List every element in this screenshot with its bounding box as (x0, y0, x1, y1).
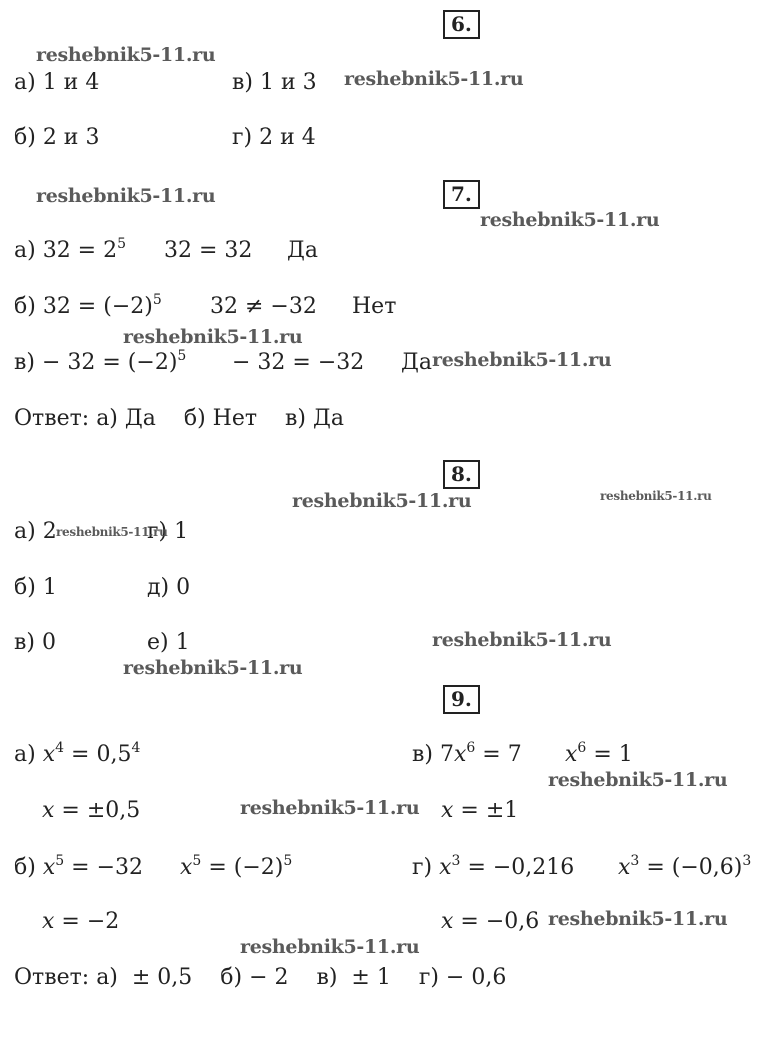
task-8-number: 8. (443, 460, 480, 489)
watermark: reshebnik5-11.ru (480, 209, 660, 231)
watermark: reshebnik5-11.ru (292, 490, 472, 512)
task-7-line-v: $в) - 32 = (-2)^5$ (14, 348, 187, 375)
task-7-line-a-answer: Да (287, 238, 319, 263)
task-7-line-b-check: 32 ≠ −32 (210, 294, 317, 319)
watermark: reshebnik5-11.ru (432, 349, 612, 371)
watermark: reshebnik5-11.ru (36, 44, 216, 66)
watermark: reshebnik5-11.ru (548, 908, 728, 930)
task-9-eq-a: а) $x^4 = 0,5^4$ (14, 740, 141, 767)
task-9-sol-b: x = −2 (42, 909, 120, 934)
task-7-number: 7. (443, 180, 480, 209)
task-9-eq-v: в) $7x^6 = 7$ (412, 740, 522, 767)
task-9-eq-b-rewritten: $x^5 = (-2)^5$ (180, 853, 293, 880)
task-8-item-a: а) 2 (14, 519, 57, 544)
task-8-item-v: в) 0 (14, 630, 56, 655)
task-9-sol-a: x = ±0,5 (42, 798, 141, 823)
task-7-line-b: б) $32 = (-2)^5$ (14, 292, 162, 319)
watermark: reshebnik5-11.ru (600, 489, 712, 503)
task-6-item-b: б) 2 и 3 (14, 125, 100, 150)
task-6-item-g: г) 2 и 4 (232, 125, 316, 150)
task-8-item-g: г) 1 (147, 519, 189, 544)
task-7-line-a: а) $32 = 2^5$ (14, 236, 127, 263)
watermark: reshebnik5-11.ru (344, 68, 524, 90)
task-7-line-a-check: 32 = 32 (164, 238, 253, 263)
task-9-eq-b: б) $x^5 = -32$ (14, 853, 144, 880)
watermark: reshebnik5-11.ru (123, 657, 303, 679)
task-6-number: 6. (443, 10, 480, 39)
task-9-number: 9. (443, 685, 480, 714)
watermark: reshebnik5-11.ru (548, 769, 728, 791)
watermark: reshebnik5-11.ru (240, 936, 420, 958)
task-8-item-b: б) 1 (14, 575, 57, 600)
task-9-sol-g: x = −0,6 (441, 909, 540, 934)
task-8-item-d: д) 0 (147, 575, 191, 600)
task-9-sol-v: x = ±1 (441, 798, 519, 823)
task-9-eq-v-simplified: $x^6 = 1$ (565, 740, 633, 767)
watermark: reshebnik5-11.ru (123, 326, 303, 348)
task-9-answer: Ответ: а) ± 0,5 б) − 2 в) ± 1 г) − 0,6 (14, 965, 507, 990)
watermark: reshebnik5-11.ru (36, 185, 216, 207)
watermark: reshebnik5-11.ru (56, 525, 168, 539)
task-8-item-e: е) 1 (147, 630, 190, 655)
watermark: reshebnik5-11.ru (240, 797, 420, 819)
task-7-answer: Ответ: а) Да б) Нет в) Да (14, 406, 344, 431)
task-7-line-b-answer: Нет (352, 294, 397, 319)
task-6-item-v: в) 1 и 3 (232, 70, 317, 95)
task-7-line-v-check: − 32 = −32 (232, 350, 365, 375)
task-9-eq-g-rewritten: $x^3 = (-0,6)^3$ (618, 853, 752, 880)
task-7-line-v-answer: Да (401, 350, 433, 375)
watermark: reshebnik5-11.ru (432, 629, 612, 651)
task-9-eq-g: г) $x^3 = -0,216$ (412, 853, 575, 880)
task-6-item-a: а) 1 и 4 (14, 70, 100, 95)
